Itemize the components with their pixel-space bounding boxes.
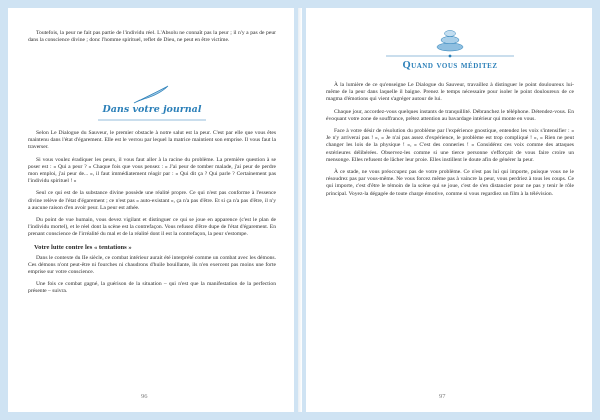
left-paragraph-1: Selon Le Dialogue du Sauveur, le premier obstacle à notre salut est la peur. C'est par elle que vous êtes maintenu dans l'état d'égarement. Elle est le verrou par lequel la matrice maintient son emprise. Il vous faut la traverser. <box>28 130 276 151</box>
left-subheading: Votre lutte contre les « tentations » <box>34 243 132 251</box>
book-gutter <box>298 8 302 412</box>
left-top-paragraph: Toutefois, la peur ne fait pas partie de l'individu réel. L'Absolu ne connaît pas la peur ; il n'y a pas de peur dans la conscience divine ; donc l'homme spirituel, reflet de Dieu, ne peut en être victime. <box>28 30 276 44</box>
feather-quill-icon <box>132 84 172 104</box>
left-paragraph-5: Dans le contexte du IIe siècle, ce combat intérieur aurait été interprété comme un combat avec les démons. Ces démons n'ont peut-être ni fourches ni chaudrons d'huile bouillante, ils n'en exercent pas moins une forte emprise sur votre conscience. <box>28 254 276 276</box>
left-paragraph-4: Du point de vue humain, vous devez vigilant et distinguer ce qui se joue en apparence (c'est le plan de l'individu mortel), et le réel dont la scène est la contrefaçon. Vous refusez d'être dupe de l'état d'égarement. En prenant conscience de l'irréalité du mal et de la réalité dont il est la contrefaçon, la peur s'estompe. <box>28 217 276 238</box>
right-section-title: Quand vous méditez <box>402 60 498 71</box>
left-section-header <box>28 84 276 122</box>
left-page <box>8 8 294 412</box>
right-page <box>306 8 592 412</box>
left-column <box>28 30 276 49</box>
title-underline <box>28 118 276 122</box>
right-body <box>326 82 574 203</box>
left-paragraph-6: Une fois ce combat gagné, la guérison de la situation – qui n'est que la manifestation de la perfection présente – suivra. <box>28 281 276 295</box>
left-body <box>28 130 276 301</box>
right-section-header <box>326 26 574 78</box>
left-paragraph-2: Si vous voulez éradiquer les peurs, il vous faut aller à la racine du problème. La première question à se poser est : « Qui a peur ? » Chaque fois que vous pensez : « J'ai peur de tomber malade, j'ai peur de perdre mon emploi, j'ai peur de... », il faut immédiatement réagir par : « Qui dit ça ? Qui parle ? Certainement pas l'individu spirituel ! » <box>28 156 276 185</box>
left-page-number: 96 <box>141 393 148 400</box>
stacked-stones-icon <box>435 26 465 52</box>
right-page-number: 97 <box>439 393 446 400</box>
left-paragraph-3: Seul ce qui est de la substance divine possède une réalité propre. Ce qui n'est pas conforme à l'essence divine relève de l'état d'égarement ; ce n'est pas « auto-existant », ça n'a pas d'être. Et si ça n'a pas d'être, il n'y a aucune raison d'en avoir peur. La peur est athée. <box>28 190 276 211</box>
right-paragraph-2: Chaque jour, accordez-vous quelques instants de tranquillité. Débranchez le téléphone. Détendez-vous. En évoquant votre zone de souffrance, prêtez attention au bavardage intérieur qui monte en vous. <box>326 108 574 122</box>
right-ornament-rule <box>326 53 574 59</box>
right-paragraph-1: À la lumière de ce qu'enseigne Le Dialogue du Sauveur, travaillez à distinguer le point douloureux lui-même de la peur dans laquelle il baigne. Prenez le temps nécessaire pour isoler le point douloureux de ce magma d'émotions qui vient s'agréger autour de lui. <box>326 82 574 103</box>
left-section-title: Dans votre journal <box>102 104 202 115</box>
right-paragraph-4: À ce stade, ne vous préoccupez pas de votre problème. Ce n'est pas lui qui importe, puisque vous ne le résoudrez pas par vous-même. Ne vous forcez même pas à vaincre la peur, vous perdriez à tous les coups. Ce qui importe, c'est d'être le témoin de la scène qui se joue, c'est de s'en distancier pour ne pas y tenir le rôle principal. Voyez-la dégagée de toute charge émotive, comme si vous regardiez un film à la télévision. <box>326 169 574 197</box>
right-paragraph-3: Face à votre désir de résolution du problème par l'expérience gnostique, entendez les voix s'intensifier : « Je n'y arriverai pas ! », « Je n'ai pas assez d'expérience, le problème est trop compliqué ! », « Rien ne peut changer les lois de la physique ! », « C'est des conneries ! » Considérez ces voix comme des attaques extérieures délibérées. Observez-les comme si une tierce personne s'efforçait de vous faire croire un mensonge. Elles refusent de lâcher leur proie. Elles instillent le doute afin de générer la peur. <box>326 128 574 163</box>
